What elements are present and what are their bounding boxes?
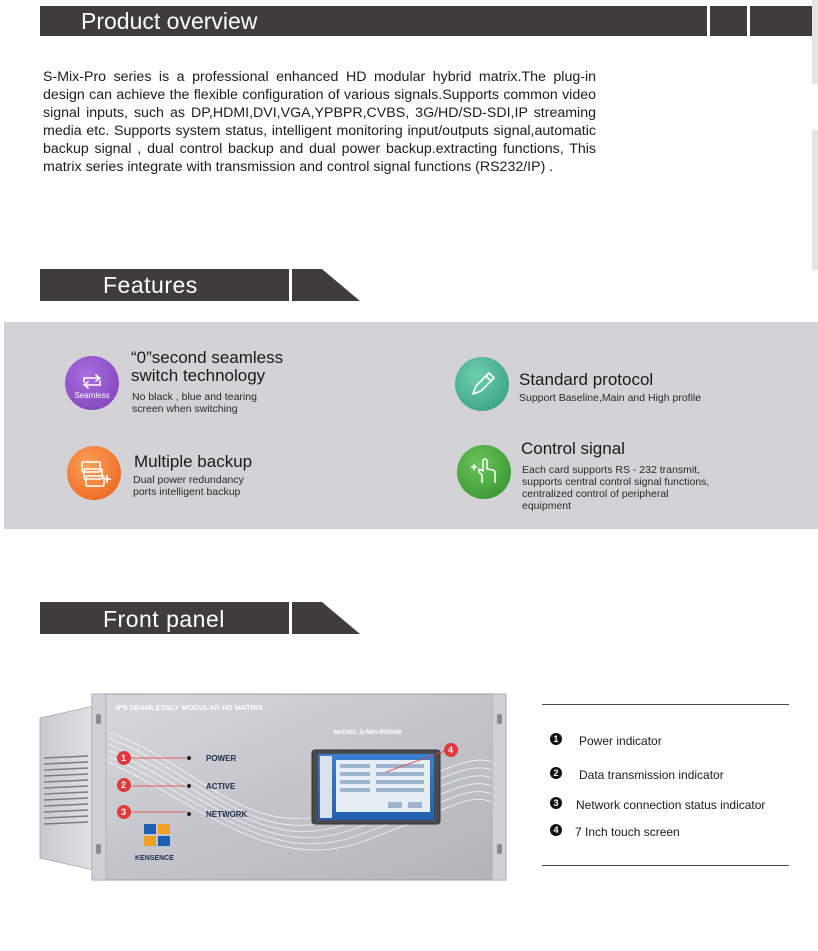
legend-number: 3 (550, 797, 562, 809)
feature-title: switch technology (131, 366, 266, 385)
feature-desc: Support Baseline,Main and High profile (519, 392, 702, 404)
callout-4: 4 (448, 745, 454, 755)
seamless-switch-icon (65, 356, 119, 410)
feature-desc: No black , blue and tearing (132, 391, 257, 403)
legend-text: Power indicator (579, 734, 662, 748)
feature-title: Standard protocol (519, 370, 654, 389)
backup-icon (67, 446, 121, 500)
callout-2: 2 (121, 780, 127, 790)
features-band (4, 322, 818, 529)
pen-icon (455, 357, 509, 411)
header-tab (750, 6, 818, 36)
legend-divider (542, 865, 789, 866)
front-panel-header (40, 602, 360, 634)
edge-strip (812, 130, 818, 270)
feature-desc: supports central control signal functions, (522, 476, 710, 488)
section-title: Product overview (81, 8, 258, 34)
header-tab (292, 602, 360, 634)
device-drawing (36, 692, 508, 884)
callout-3: 3 (121, 807, 127, 817)
feature-title: Control signal (521, 439, 625, 458)
legend-number: 4 (550, 824, 562, 836)
product-overview-header (40, 6, 778, 36)
legend-text: 7 Inch touch screen (575, 825, 680, 839)
feature-title: Multiple backup (134, 452, 253, 471)
feature-desc: Dual power redundancy (133, 474, 244, 486)
feature-desc: screen when switching (132, 403, 238, 415)
legend-text: Network connection status indicator (576, 798, 766, 812)
seamless-badge: Seamless (74, 391, 110, 400)
edge-strip (812, 0, 818, 84)
feature-desc: centralized control of peripheral (522, 488, 669, 500)
header-tab (710, 6, 747, 36)
callout-1: 1 (121, 753, 127, 763)
section-title: Features (103, 272, 198, 298)
legend-number: 1 (550, 733, 562, 745)
feature-desc: equipment (522, 500, 572, 512)
feature-desc: Each card supports RS - 232 transmit, (522, 464, 700, 476)
device-header-text: 9*9 SEAMLESSLY MODULAR HD MATRIX (116, 703, 263, 712)
section-title: Front panel (103, 606, 225, 632)
legend-text: Data transmission indicator (579, 768, 724, 782)
header-tab (292, 269, 360, 301)
touch-hand-icon (457, 445, 511, 499)
power-label: POWER (206, 754, 237, 763)
active-label: ACTIVE (206, 782, 236, 791)
matrix-device-image (36, 692, 508, 884)
device-model-text: MODEL:S-MIX-PRO99 (334, 729, 402, 736)
legend-number: 2 (550, 767, 562, 779)
feature-desc: ports intelligent backup (133, 486, 241, 498)
feature-title: “0”second seamless (131, 348, 284, 367)
features-header (40, 269, 360, 301)
brand-text: KENSENCE (135, 855, 174, 862)
product-description: S-Mix-Pro series is a professional enhanced HD modular hybrid matrix.The plug-in design can achieve the flexible configuration of various signals.Supports common video signal inputs, such as DP,HDMI,DVI,VGA,YPBPR,CVBS, 3G/HD/SD-SDI,IP streaming media etc. Supports system status, intelligent monitoring input/outputs signal,automatic backup signal , dual control backup and dual power backup.extracting functions, This matrix series integrate with transmission and control signal functions (RS232/IP) . (43, 69, 596, 175)
network-label: NETWORK (206, 810, 248, 819)
legend-divider (542, 704, 789, 705)
